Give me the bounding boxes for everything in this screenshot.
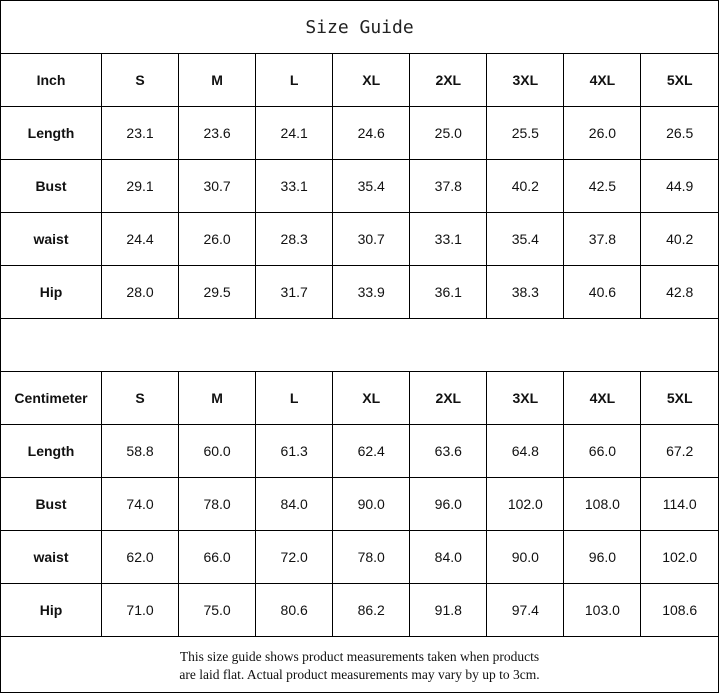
size-header: M — [179, 372, 256, 425]
measurement-value: 33.1 — [410, 213, 487, 266]
measurement-value: 84.0 — [410, 531, 487, 584]
size-header: 5XL — [641, 54, 718, 107]
measurement-value: 96.0 — [410, 478, 487, 531]
measurement-value: 42.5 — [564, 160, 641, 213]
measurement-label: waist — [1, 531, 102, 584]
measurement-value: 66.0 — [179, 531, 256, 584]
measurement-value: 37.8 — [410, 160, 487, 213]
measurement-value: 26.0 — [179, 213, 256, 266]
measurement-value: 24.4 — [102, 213, 179, 266]
measurement-value: 40.2 — [641, 213, 718, 266]
measurement-label: Length — [1, 425, 102, 478]
measurement-value: 31.7 — [256, 266, 333, 319]
measurement-value: 35.4 — [487, 213, 564, 266]
measurement-value: 63.6 — [410, 425, 487, 478]
measurement-value: 102.0 — [487, 478, 564, 531]
size-header: S — [102, 54, 179, 107]
measurement-value: 58.8 — [102, 425, 179, 478]
measurement-value: 78.0 — [179, 478, 256, 531]
measurement-value: 90.0 — [333, 478, 410, 531]
measurement-value: 102.0 — [641, 531, 718, 584]
table-row — [1, 266, 718, 319]
measurement-value: 26.0 — [564, 107, 641, 160]
measurement-value: 62.0 — [102, 531, 179, 584]
measurement-value: 72.0 — [256, 531, 333, 584]
measurement-value: 29.5 — [179, 266, 256, 319]
inch-size-table — [1, 54, 718, 319]
measurement-value: 62.4 — [333, 425, 410, 478]
measurement-value: 78.0 — [333, 531, 410, 584]
measurement-value: 28.0 — [102, 266, 179, 319]
measurement-value: 61.3 — [256, 425, 333, 478]
size-header: 3XL — [487, 372, 564, 425]
measurement-value: 23.6 — [179, 107, 256, 160]
measurement-label: Bust — [1, 478, 102, 531]
measurement-value: 26.5 — [641, 107, 718, 160]
measurement-value: 84.0 — [256, 478, 333, 531]
measurement-value: 97.4 — [487, 584, 564, 637]
table-spacer — [1, 319, 718, 372]
measurement-value: 36.1 — [410, 266, 487, 319]
measurement-value: 66.0 — [564, 425, 641, 478]
measurement-value: 30.7 — [179, 160, 256, 213]
measurement-label: waist — [1, 213, 102, 266]
measurement-value: 74.0 — [102, 478, 179, 531]
size-header: 4XL — [564, 372, 641, 425]
measurement-value: 29.1 — [102, 160, 179, 213]
table-row — [1, 531, 718, 584]
table-row — [1, 107, 718, 160]
measurement-value: 60.0 — [179, 425, 256, 478]
size-header: M — [179, 54, 256, 107]
measurement-note — [1, 640, 718, 692]
size-header: XL — [333, 54, 410, 107]
unit-header: Inch — [1, 54, 102, 107]
measurement-value: 33.9 — [333, 266, 410, 319]
measurement-value: 24.6 — [333, 107, 410, 160]
measurement-value: 24.1 — [256, 107, 333, 160]
measurement-value: 114.0 — [641, 478, 718, 531]
table-row — [1, 478, 718, 531]
measurement-value: 108.6 — [641, 584, 718, 637]
size-header: 2XL — [410, 54, 487, 107]
measurement-value: 40.6 — [564, 266, 641, 319]
measurement-value: 71.0 — [102, 584, 179, 637]
measurement-value: 42.8 — [641, 266, 718, 319]
measurement-value: 35.4 — [333, 160, 410, 213]
measurement-value: 80.6 — [256, 584, 333, 637]
size-header: 4XL — [564, 54, 641, 107]
size-header: L — [256, 372, 333, 425]
measurement-label: Bust — [1, 160, 102, 213]
measurement-label: Hip — [1, 266, 102, 319]
measurement-value: 75.0 — [179, 584, 256, 637]
page-title: Size Guide — [1, 1, 718, 54]
measurement-value: 103.0 — [564, 584, 641, 637]
measurement-value: 90.0 — [487, 531, 564, 584]
measurement-value: 67.2 — [641, 425, 718, 478]
measurement-value: 23.1 — [102, 107, 179, 160]
size-header: L — [256, 54, 333, 107]
measurement-value: 37.8 — [564, 213, 641, 266]
size-header: 5XL — [641, 372, 718, 425]
measurement-value: 30.7 — [333, 213, 410, 266]
measurement-value: 33.1 — [256, 160, 333, 213]
table-row — [1, 213, 718, 266]
measurement-value: 40.2 — [487, 160, 564, 213]
header-row — [1, 54, 718, 107]
size-header: S — [102, 372, 179, 425]
table-row — [1, 160, 718, 213]
size-header: 3XL — [487, 54, 564, 107]
centimeter-size-table — [1, 372, 718, 637]
header-row — [1, 372, 718, 425]
measurement-value: 25.0 — [410, 107, 487, 160]
table-row — [1, 425, 718, 478]
measurement-value: 96.0 — [564, 531, 641, 584]
measurement-label: Length — [1, 107, 102, 160]
measurement-value: 86.2 — [333, 584, 410, 637]
measurement-value: 38.3 — [487, 266, 564, 319]
table-row — [1, 584, 718, 637]
note-line-2: are laid flat. Actual product measurements may vary by up to 3cm. — [179, 667, 540, 682]
measurement-value: 44.9 — [641, 160, 718, 213]
size-header: 2XL — [410, 372, 487, 425]
measurement-value: 25.5 — [487, 107, 564, 160]
measurement-label: Hip — [1, 584, 102, 637]
size-header: XL — [333, 372, 410, 425]
measurement-value: 108.0 — [564, 478, 641, 531]
note-line-1: This size guide shows product measurements taken when products — [179, 649, 540, 664]
measurement-value: 64.8 — [487, 425, 564, 478]
measurement-value: 28.3 — [256, 213, 333, 266]
unit-header: Centimeter — [1, 372, 102, 425]
measurement-value: 91.8 — [410, 584, 487, 637]
